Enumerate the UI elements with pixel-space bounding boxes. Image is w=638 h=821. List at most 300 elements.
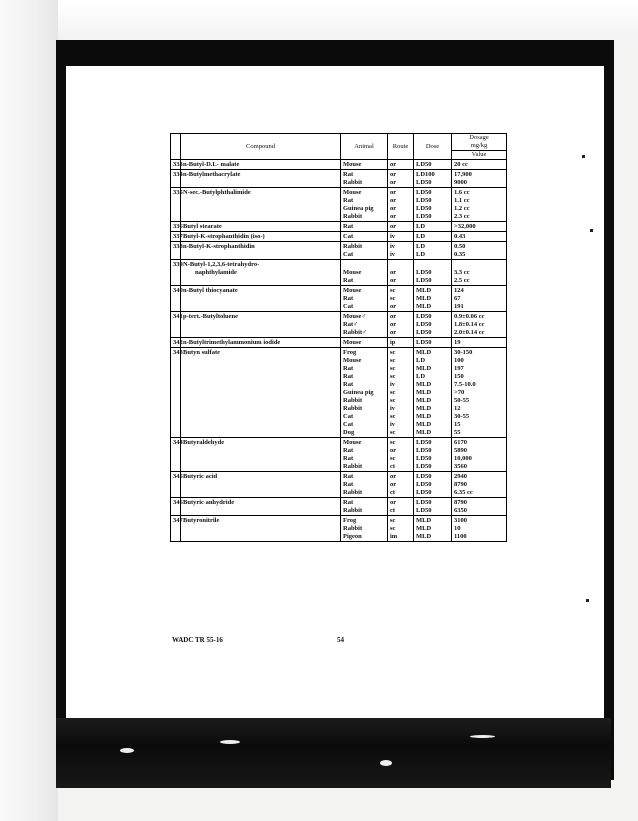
entry-number [171, 397, 181, 405]
dosage-value: 2940 [452, 472, 507, 482]
dosage-value: 0.35 [452, 251, 507, 260]
animal: Mouse♂ [341, 312, 388, 322]
animal: Rat [341, 197, 388, 205]
dose: MLD [414, 389, 452, 397]
compound-name [181, 179, 341, 188]
entry-number [171, 179, 181, 188]
table-body [171, 160, 507, 542]
animal: Rabbit [341, 397, 388, 405]
table-row [171, 455, 507, 463]
table-row [171, 222, 507, 232]
compound-name [181, 447, 341, 455]
compound-name [181, 381, 341, 389]
entry-number [171, 277, 181, 286]
scan-border-top [58, 40, 613, 66]
compound-name [181, 455, 341, 463]
table-row [171, 213, 507, 222]
compound-name: n-Butyl-K-strophanthidin [181, 242, 341, 252]
dosage-value: 8790 [452, 481, 507, 489]
animal: Rat [341, 498, 388, 508]
dosage-value: 1100 [452, 533, 507, 542]
route: ct [388, 507, 414, 516]
scan-border-left [56, 40, 66, 745]
animal: Rabbit♂ [341, 329, 388, 338]
entry-number: 337 [171, 232, 181, 242]
dosage-value: 10 [452, 525, 507, 533]
table-row [171, 405, 507, 413]
dosage-value: 5890 [452, 447, 507, 455]
route: or [388, 498, 414, 508]
entry-number: 346 [171, 498, 181, 508]
table-row [171, 312, 507, 322]
compound-name [181, 205, 341, 213]
route: iv [388, 232, 414, 242]
dose: LD [414, 251, 452, 260]
compound-name [181, 321, 341, 329]
scan-dot [582, 155, 585, 158]
route: sc [388, 397, 414, 405]
dosage-value: 1.1 cc [452, 197, 507, 205]
animal: Rat [341, 381, 388, 389]
route: or [388, 197, 414, 205]
table-row [171, 160, 507, 170]
table-row [171, 269, 507, 277]
route: or [388, 179, 414, 188]
animal: Rat [341, 447, 388, 455]
table-row [171, 489, 507, 498]
dosage-value: 3560 [452, 463, 507, 472]
dosage-value: 2.3 cc [452, 213, 507, 222]
route: or [388, 329, 414, 338]
compound-name: Butyraldehyde [181, 438, 341, 448]
compound-name [181, 295, 341, 303]
dose: MLD [414, 397, 452, 405]
dosage-value: 55 [452, 429, 507, 438]
dose: MLD [414, 303, 452, 312]
compound-name [181, 357, 341, 365]
dose: LD50 [414, 197, 452, 205]
animal: Rat [341, 455, 388, 463]
dosage-value: 17,900 [452, 170, 507, 180]
animal: Cat [341, 421, 388, 429]
entry-number [171, 197, 181, 205]
route: or [388, 447, 414, 455]
route: or [388, 269, 414, 277]
animal: Guinea pig [341, 389, 388, 397]
compound-name [181, 489, 341, 498]
entry-number: 333 [171, 160, 181, 170]
route: sc [388, 286, 414, 296]
table-row [171, 321, 507, 329]
entry-number [171, 381, 181, 389]
dose: LD50 [414, 205, 452, 213]
entry-number: 344 [171, 438, 181, 448]
table-row [171, 472, 507, 482]
table-row [171, 397, 507, 405]
dose: LD50 [414, 312, 452, 322]
compound-name: Butyric anhydride [181, 498, 341, 508]
route: or [388, 481, 414, 489]
animal: Rabbit [341, 405, 388, 413]
route: sc [388, 295, 414, 303]
dosage-value: 19 [452, 338, 507, 348]
table-row [171, 381, 507, 389]
compound-name [181, 251, 341, 260]
dose: LD50 [414, 472, 452, 482]
route: sc [388, 365, 414, 373]
entry-number: 339 [171, 260, 181, 270]
compound-name [181, 197, 341, 205]
dose: LD50 [414, 179, 452, 188]
animal: Rat [341, 295, 388, 303]
table-row [171, 295, 507, 303]
compound-name: n-Butylmethacrylate [181, 170, 341, 180]
route: or [388, 222, 414, 232]
dosage-value: 6170 [452, 438, 507, 448]
animal: Guinea pig [341, 205, 388, 213]
animal: Mouse [341, 286, 388, 296]
dose: MLD [414, 286, 452, 296]
entry-number: 345 [171, 472, 181, 482]
compound-name: Butyl-K-strophanthidin (iso-) [181, 232, 341, 242]
compound-name: Butyl stearate [181, 222, 341, 232]
table-row [171, 170, 507, 180]
entry-number: 336 [171, 222, 181, 232]
dose: LD [414, 242, 452, 252]
compound-name: Butyronitrile [181, 516, 341, 526]
header-animal: Animal [341, 134, 388, 160]
scan-border-right [604, 40, 614, 780]
dose: LD100 [414, 170, 452, 180]
compound-name: naphthylamide [181, 269, 341, 277]
route: or [388, 188, 414, 198]
route: im [388, 533, 414, 542]
dose: MLD [414, 413, 452, 421]
animal: Rabbit [341, 179, 388, 188]
entry-number [171, 329, 181, 338]
animal: Mouse [341, 269, 388, 277]
table-row [171, 338, 507, 348]
route: sc [388, 438, 414, 448]
entry-number [171, 251, 181, 260]
entry-number [171, 373, 181, 381]
route: or [388, 321, 414, 329]
table-row [171, 438, 507, 448]
dose: LD50 [414, 213, 452, 222]
dosage-value: 10,000 [452, 455, 507, 463]
table-row [171, 277, 507, 286]
dose: MLD [414, 525, 452, 533]
entry-number: 335 [171, 188, 181, 198]
dosage-value: 191 [452, 303, 507, 312]
route: iv [388, 421, 414, 429]
table-row [171, 303, 507, 312]
compound-name [181, 463, 341, 472]
route [388, 260, 414, 270]
dose: MLD [414, 405, 452, 413]
header-number-col [171, 134, 181, 160]
route: sc [388, 373, 414, 381]
dosage-value: 0.43 [452, 232, 507, 242]
animal: Rabbit [341, 525, 388, 533]
header-dosage: Dosage [452, 134, 507, 143]
route: sc [388, 357, 414, 365]
table-row [171, 242, 507, 252]
table-row [171, 481, 507, 489]
dosage-value: 8790 [452, 498, 507, 508]
dosage-value: 1.2 cc [452, 205, 507, 213]
table-row [171, 507, 507, 516]
entry-number [171, 213, 181, 222]
table-row [171, 447, 507, 455]
dosage-value: >32,000 [452, 222, 507, 232]
entry-number: 338 [171, 242, 181, 252]
compound-name: Butyric acid [181, 472, 341, 482]
animal: Rat [341, 481, 388, 489]
entry-number [171, 447, 181, 455]
entry-number [171, 389, 181, 397]
dosage-value: 124 [452, 286, 507, 296]
entry-number [171, 533, 181, 542]
dose: LD50 [414, 321, 452, 329]
animal: Rat [341, 373, 388, 381]
dose: LD50 [414, 455, 452, 463]
compound-name [181, 397, 341, 405]
dose [414, 260, 452, 270]
animal: Cat [341, 413, 388, 421]
table-row [171, 179, 507, 188]
header-route: Route [388, 134, 414, 160]
entry-number [171, 525, 181, 533]
route: ct [388, 463, 414, 472]
dose: LD50 [414, 329, 452, 338]
scan-dot [586, 599, 589, 602]
table-row [171, 286, 507, 296]
compound-name [181, 389, 341, 397]
route: or [388, 472, 414, 482]
dose: LD50 [414, 481, 452, 489]
table-row [171, 498, 507, 508]
compound-name [181, 533, 341, 542]
scan-border-bottom [56, 718, 611, 788]
dose: LD50 [414, 188, 452, 198]
compound-name [181, 365, 341, 373]
header-compound: Compound [181, 134, 341, 160]
route: sc [388, 429, 414, 438]
dosage-value: 30-150 [452, 348, 507, 358]
compound-name: n-Butyl thiocyanate [181, 286, 341, 296]
compound-name: N-Butyl-1,2,3,6-tetrahydro- [181, 260, 341, 270]
dosage-value: 2.5 cc [452, 277, 507, 286]
compound-name [181, 525, 341, 533]
route: sc [388, 413, 414, 421]
table-header-row [171, 134, 507, 143]
dose: LD50 [414, 269, 452, 277]
table-row [171, 232, 507, 242]
entry-number: 340 [171, 286, 181, 296]
dose: LD [414, 373, 452, 381]
compound-name [181, 405, 341, 413]
dosage-value: 6350 [452, 507, 507, 516]
compound-name [181, 413, 341, 421]
entry-number [171, 303, 181, 312]
dosage-value: 12 [452, 405, 507, 413]
dosage-value: 20 cc [452, 160, 507, 170]
animal: Cat [341, 232, 388, 242]
dosage-value: 0.50 [452, 242, 507, 252]
scan-speck [470, 735, 495, 738]
compound-name [181, 329, 341, 338]
dose: LD50 [414, 447, 452, 455]
entry-number [171, 507, 181, 516]
table-row [171, 357, 507, 365]
dosage-value: 2.0±0.14 cc [452, 329, 507, 338]
dosage-value: 6.35 cc [452, 489, 507, 498]
entry-number: 342 [171, 338, 181, 348]
entry-number [171, 321, 181, 329]
page-left-edge [0, 0, 58, 821]
page-number: 54 [337, 636, 344, 644]
table-row [171, 205, 507, 213]
table-row [171, 373, 507, 381]
entry-number [171, 481, 181, 489]
scan-dot [590, 229, 593, 232]
route: sc [388, 525, 414, 533]
compound-name [181, 421, 341, 429]
route: or [388, 205, 414, 213]
animal: Pigeon [341, 533, 388, 542]
animal: Rat [341, 222, 388, 232]
table-row [171, 260, 507, 270]
table-row [171, 463, 507, 472]
entry-number [171, 295, 181, 303]
animal: Rabbit [341, 213, 388, 222]
entry-number [171, 421, 181, 429]
animal: Cat [341, 251, 388, 260]
dosage-value: 1.6 cc [452, 188, 507, 198]
dose: MLD [414, 348, 452, 358]
dose: MLD [414, 533, 452, 542]
dose: MLD [414, 516, 452, 526]
header-dose: Dose [414, 134, 452, 160]
animal: Frog [341, 516, 388, 526]
dose: LD50 [414, 507, 452, 516]
compound-name [181, 429, 341, 438]
entry-number [171, 205, 181, 213]
dose: LD50 [414, 338, 452, 348]
animal: Rabbit [341, 507, 388, 516]
dose: MLD [414, 429, 452, 438]
dose: MLD [414, 421, 452, 429]
dosage-value: 30-55 [452, 413, 507, 421]
animal: Rat [341, 472, 388, 482]
route: ct [388, 489, 414, 498]
dosage-value: 50-55 [452, 397, 507, 405]
dose: MLD [414, 295, 452, 303]
route: iv [388, 405, 414, 413]
route: or [388, 303, 414, 312]
entry-number [171, 413, 181, 421]
compound-name: N-sec.-Butylphthalimide [181, 188, 341, 198]
compound-name: n-Butyl-D.L- malate [181, 160, 341, 170]
entry-number: 347 [171, 516, 181, 526]
table-row [171, 197, 507, 205]
table-row [171, 348, 507, 358]
dosage-value: 100 [452, 357, 507, 365]
toxicity-table [170, 133, 507, 542]
route: or [388, 277, 414, 286]
dosage-value: 3.3 cc [452, 269, 507, 277]
dosage-value: 150 [452, 373, 507, 381]
route: or [388, 160, 414, 170]
route: sc [388, 348, 414, 358]
dosage-value [452, 260, 507, 270]
entry-number [171, 463, 181, 472]
dosage-value: 15 [452, 421, 507, 429]
dose: LD [414, 232, 452, 242]
dose: LD50 [414, 489, 452, 498]
page-top-edge [0, 0, 638, 40]
route: or [388, 213, 414, 222]
dose: LD50 [414, 498, 452, 508]
animal: Rabbit [341, 242, 388, 252]
route: iv [388, 251, 414, 260]
route: sc [388, 389, 414, 397]
dosage-value: >70 [452, 389, 507, 397]
compound-name [181, 373, 341, 381]
dose: LD50 [414, 277, 452, 286]
compound-name [181, 481, 341, 489]
animal: Dog [341, 429, 388, 438]
compound-name [181, 277, 341, 286]
dose: LD [414, 222, 452, 232]
animal: Mouse [341, 338, 388, 348]
dosage-value: 9000 [452, 179, 507, 188]
route: sc [388, 455, 414, 463]
animal: Mouse [341, 438, 388, 448]
table-row [171, 251, 507, 260]
header-value: Value [452, 151, 507, 160]
table-row [171, 525, 507, 533]
dosage-value: 0.9±0.06 cc [452, 312, 507, 322]
scan-speck [380, 760, 392, 766]
entry-number: 341 [171, 312, 181, 322]
table-row [171, 429, 507, 438]
dose: LD [414, 357, 452, 365]
dosage-value: 1.8±0.14 cc [452, 321, 507, 329]
animal: Rat [341, 170, 388, 180]
entry-number: 334 [171, 170, 181, 180]
dose: LD50 [414, 160, 452, 170]
route: iv [388, 242, 414, 252]
animal: Mouse [341, 357, 388, 365]
compound-name: p-tert.-Butyltoluene [181, 312, 341, 322]
animal: Rat♂ [341, 321, 388, 329]
entry-number: 343 [171, 348, 181, 358]
animal: Rat [341, 277, 388, 286]
route: or [388, 170, 414, 180]
entry-number [171, 365, 181, 373]
dosage-value: 7.5-10.0 [452, 381, 507, 389]
dose: LD50 [414, 463, 452, 472]
table-row [171, 516, 507, 526]
animal: Frog [341, 348, 388, 358]
animal: Rat [341, 365, 388, 373]
dose: MLD [414, 381, 452, 389]
route: sc [388, 516, 414, 526]
scan-speck [220, 740, 240, 744]
entry-number [171, 405, 181, 413]
